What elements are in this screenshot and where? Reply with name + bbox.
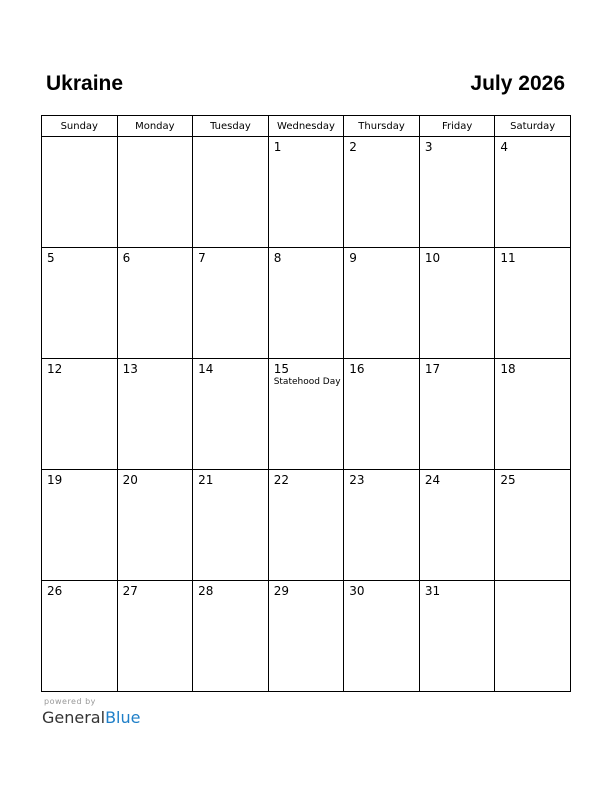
day-cell [117,248,193,359]
day-cell [42,470,118,581]
day-cell [117,581,193,692]
day-cell [419,581,495,692]
weekday-tuesday: Tuesday [193,116,269,137]
day-number [42,137,117,140]
week-row [42,359,571,470]
day-cell [344,359,420,470]
day-number: 3 [424,140,433,154]
day-number: 22 [273,473,289,487]
day-cell [42,359,118,470]
day-number: 6 [122,251,131,265]
day-cell [344,248,420,359]
week-row [42,470,571,581]
day-cell [419,470,495,581]
calendar-grid [41,115,571,692]
day-cell [495,581,571,692]
day-cell [193,581,269,692]
weekday-sunday: Sunday [42,116,118,137]
day-cell [495,470,571,581]
day-cell [117,359,193,470]
day-cell [193,359,269,470]
day-number: 31 [424,584,441,598]
day-cell [193,470,269,581]
day-number: 25 [500,473,516,487]
day-cell [344,137,420,248]
day-number: 19 [47,473,63,487]
day-number: 1 [273,140,282,154]
day-cell [117,470,193,581]
day-cell [344,581,420,692]
day-cell [268,359,344,470]
day-number: 8 [273,251,282,265]
day-number [193,137,268,140]
day-cell [419,359,495,470]
day-number: 14 [198,362,214,376]
day-number [118,137,193,140]
week-row [42,248,571,359]
day-number: 18 [500,362,516,376]
day-cell [268,137,344,248]
day-cell [495,137,571,248]
weekday-friday: Friday [419,116,495,137]
day-number: 23 [349,473,365,487]
day-number: 2 [349,140,357,154]
day-number: 9 [349,251,357,265]
day-number: 10 [424,251,441,265]
generalblue-logo[interactable] [42,708,140,728]
powered-by-text: powered by [44,697,96,706]
brand-general-text: General [42,708,106,727]
weekday-header-row [42,116,571,137]
day-number: 13 [122,362,138,376]
day-cell [42,137,118,248]
day-cell [193,137,269,248]
week-row [42,581,571,692]
country-title: Ukraine [46,72,124,95]
day-number: 5 [47,251,55,265]
day-number: 28 [198,584,214,598]
day-number: 4 [500,140,509,154]
weekday-saturday: Saturday [495,116,571,137]
day-number: 21 [198,473,214,487]
day-cell [344,470,420,581]
day-number: 24 [424,473,441,487]
day-cell [42,248,118,359]
day-number: 26 [47,584,63,598]
day-cell [42,581,118,692]
day-number: 30 [349,584,365,598]
day-number: 20 [122,473,138,487]
day-cell [117,137,193,248]
day-cell [495,359,571,470]
day-number: 12 [47,362,63,376]
day-number: 11 [500,251,516,265]
day-number: 29 [273,584,289,598]
weekday-wednesday: Wednesday [268,116,344,137]
day-number: 15 [273,362,289,376]
day-cell [419,248,495,359]
day-cell [419,137,495,248]
day-number: 17 [424,362,441,376]
brand-blue-text: Blue [105,708,141,727]
day-number [495,581,570,584]
day-number: 7 [198,251,206,265]
weekday-thursday: Thursday [344,116,420,137]
day-cell [495,248,571,359]
day-cell [268,581,344,692]
day-number: 16 [349,362,365,376]
holiday-label: Statehood Day [273,377,341,387]
day-cell [268,248,344,359]
day-number: 27 [122,584,138,598]
week-row [42,137,571,248]
day-cell [193,248,269,359]
weekday-monday: Monday [117,116,193,137]
month-year-title: July 2026 [470,72,565,95]
day-cell [268,470,344,581]
